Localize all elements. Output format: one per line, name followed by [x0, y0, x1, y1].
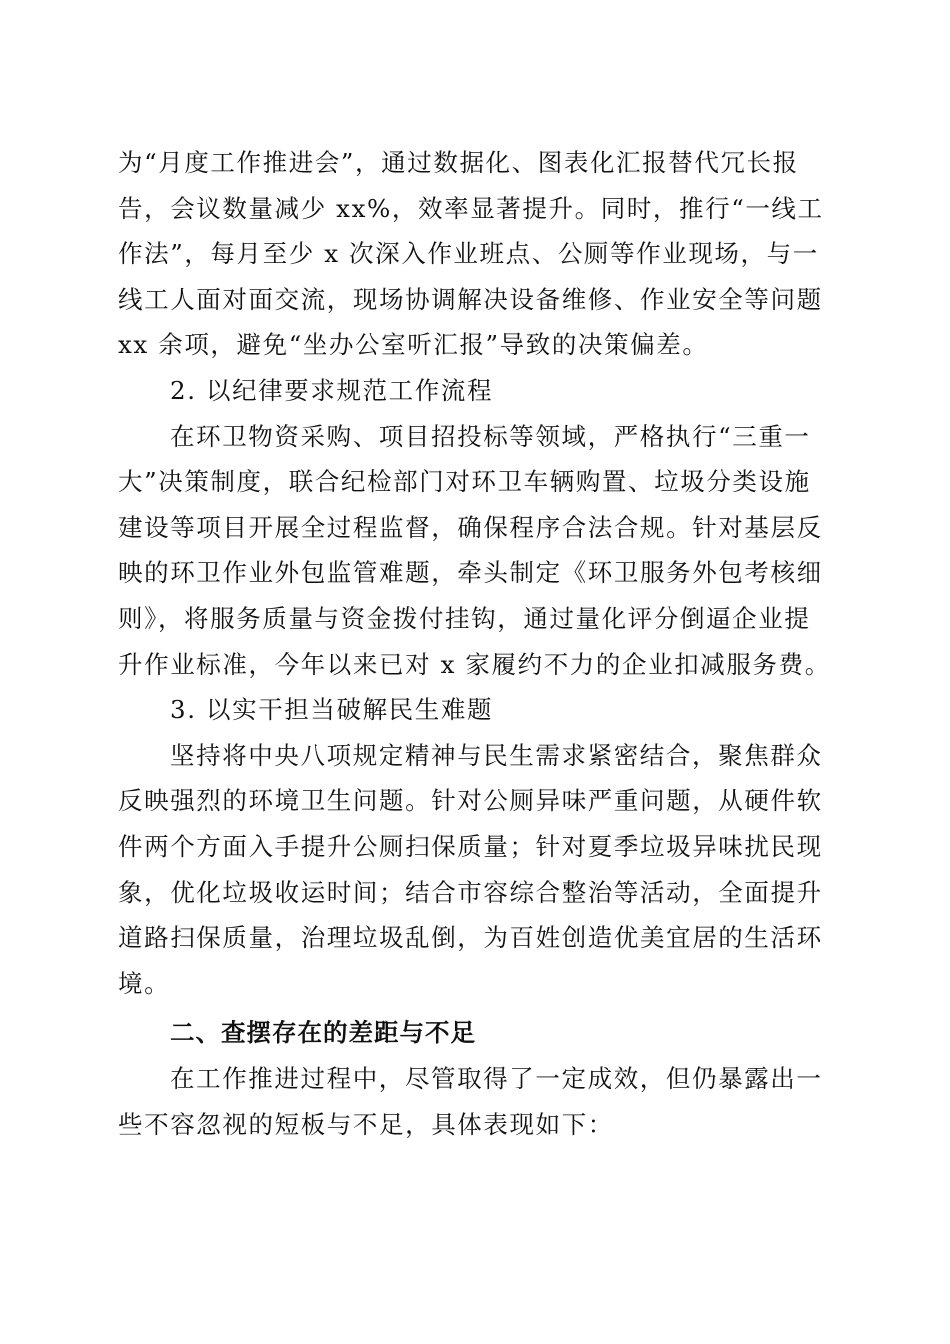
subheading-livelihood: 3. 以实干担当破解民生难题 — [170, 695, 494, 725]
document-body — [118, 140, 830, 1147]
text-line: 反映强烈的环境卫生问题。针对公厕异味严重问题，从硬件软 — [118, 786, 823, 816]
text-line: 线工人面对面交流，现场协调解决设备维修、作业安全等问题 — [118, 284, 823, 314]
text-line: 坚持将中央八项规定精神与民生需求紧密结合，聚焦群众 — [170, 740, 823, 770]
paragraph-meeting-reform — [118, 140, 830, 368]
text-line: 映的环卫作业外包监管难题，牵头制定《环卫服务外包考核细 — [118, 558, 823, 588]
section-heading-shortcomings: 二、查摆存在的差距与不足 — [170, 1018, 476, 1048]
text-line: 些不容忽视的短板与不足，具体表现如下： — [118, 1109, 614, 1139]
text-line: 件两个方面入手提升公厕扫保质量；针对夏季垃圾异味扰民现 — [118, 831, 823, 861]
text-line: 大”决策制度，联合纪检部门对环卫车辆购置、垃圾分类设施 — [118, 467, 811, 497]
text-line: xx 余项，避免“坐办公室听汇报”导致的决策偏差。 — [118, 330, 709, 360]
text-line: 境。 — [118, 968, 171, 998]
text-line: 道路扫保质量，治理垃圾乱倒，为百姓创造优美宜居的生活环 — [118, 923, 823, 953]
text-line: 告，会议数量减少 xx%，效率显著提升。同时，推行“一线工 — [118, 193, 824, 223]
text-line: 作法”，每月至少 x 次深入作业班点、公厕等作业现场，与一 — [118, 239, 819, 269]
text-line: 象，优化垃圾收运时间；结合市容综合整治等活动，全面提升 — [118, 877, 823, 907]
paragraph-discipline — [118, 414, 830, 688]
text-line: 为“月度工作推进会”，通过数据化、图表化汇报替代冗长报 — [118, 148, 799, 177]
text-line: 建设等项目开展全过程监督，确保程序合法合规。针对基层反 — [118, 512, 823, 542]
paragraph-shortcomings-intro — [118, 1056, 830, 1147]
subheading-discipline: 2. 以纪律要求规范工作流程 — [170, 375, 494, 405]
text-line: 则》，将服务质量与资金拨付挂钩，通过量化评分倒逼企业提 — [118, 603, 811, 633]
paragraph-livelihood — [118, 733, 830, 1007]
text-line: 在环卫物资采购、项目招投标等领域，严格执行“三重一 — [170, 421, 811, 451]
text-line: 在工作推进过程中，尽管取得了一定成效，但仍暴露出一 — [170, 1064, 823, 1094]
text-line: 升作业标准，今年以来已对 x 家履约不力的企业扣减服务费。 — [118, 649, 831, 679]
